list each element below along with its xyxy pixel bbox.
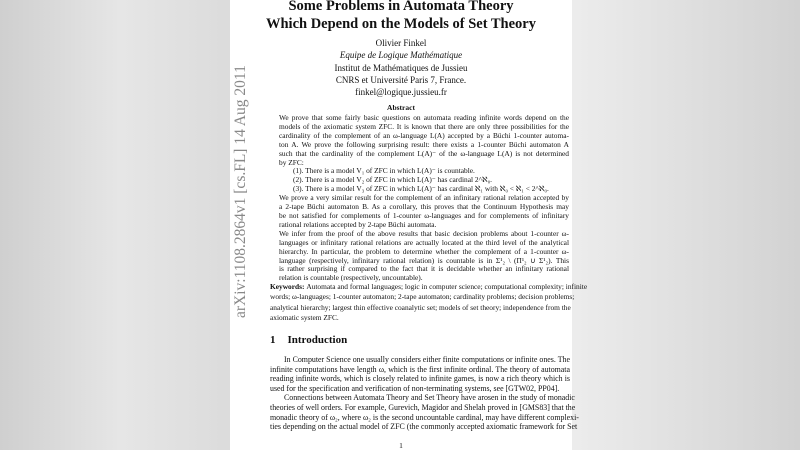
text-line: theories of well orders. For example, Gurevich, Magidor and Shelah proved in [GMS83] that the [270,402,576,412]
text-line: used for the specification and verification of non-terminating systems, see [GTW02, PP04]. [270,383,560,393]
section-number: 1 [270,334,276,346]
author-email: finkel@logique.jussieu.fr [355,87,447,98]
text-line: reading infinite words, which is closely related to infinite games, is now a rich theory which is [270,374,570,384]
arxiv-stamp: arXiv:1108.2864v1 [cs.FL] 14 Aug 2011 [232,65,249,318]
text-line: relation is countable (respectively, uncountable). [279,273,423,283]
text-line: rational relations accepted by 2-tape Büchi automata. [279,219,437,229]
text-line: a 2-tape Büchi automaton B. As a corollary, this proves that the Continuum Hypothesis may [279,202,569,212]
keywords [270,282,588,323]
text-line: (2). There is a model V₂ of ZFC in which L(A)⁻ has cardinal 2^ℵ₀. [293,175,492,185]
text-line: words; ω-languages; 1-counter automaton; 2-tape automaton; cardinality problems; decision problems; [270,292,575,302]
text-line: In Computer Science one usually considers either finite computations or infinite ones. The [284,355,570,364]
section-title: Introduction [287,334,348,346]
section-heading [270,334,347,347]
text-line: models of the axiomatic system ZFC. It is known that there are only three possibilities for the [279,121,569,131]
text-line: We infer from the proof of the above results that basic decision problems about 1-counter ω- [279,228,569,238]
keywords-label: Keywords: [270,282,307,291]
text-line: cardinality of the complement of an ω-language L(A) accepted by a Büchi 1-counter automa- [279,130,569,140]
title-line: Some Problems in Automata Theory [288,0,514,14]
page-number: 1 [399,441,403,450]
paper-page [230,0,588,450]
author-block [230,37,572,98]
text-line: axiomatic system ZFC. [270,312,339,322]
text-line: (3). There is a model V₃ of ZFC in which L(A)⁻ has cardinal ℵ₁ with ℵ₀ < ℵ₁ < 2^ℵ₀. [293,184,549,194]
text-line: monadic theory of ω₂, where ω₂ is the second uncountable cardinal, may have different complexi- [270,412,579,422]
text-line: We prove that some fairly basic questions on automata reading infinite words depend on the [279,113,569,122]
text-line: ties depending on the actual model of ZFC (the commonly accepted axiomatic framework for Set [270,422,578,432]
introduction-body [270,355,579,432]
title-line: Which Depend on the Models of Set Theory [265,16,536,32]
text-line: hierarchy. In particular, the problem to determine whether the complement of a 1-counter ω- [279,246,569,256]
text-line: such that the cardinality of the complement L(A)⁻ of the ω-language L(A) is not determined [279,148,569,158]
text-line: by ZFC: [279,157,304,167]
text-line: analytical hierarchy; largest thin effective coanalytic set; models of set theory; independence from the [270,302,571,312]
abstract-heading: Abstract [387,103,415,112]
text-line: is rather surprising if compared to the fact that it is decidable whether an infinitary rational [279,264,569,274]
text-line: languages or infinitary rational relations are actually located at the third level of the analytical [279,237,569,247]
text-line: infinite computations have length ω, which is the first infinite ordinal. The theory of automata [270,364,570,374]
text-line: (1). There is a model V₁ of ZFC in which L(A)⁻ is countable. [293,166,475,176]
author-org: CNRS et Université Paris 7, France. [335,74,467,85]
text-line: be not satisfied for complements of 1-counter ω-languages and for complements of infinitary [279,210,569,220]
abstract-body [279,114,569,283]
paper-title [230,0,572,33]
author-name: Olivier Finkel [375,38,427,48]
author-group: Equipe de Logique Mathématique [339,50,463,61]
text-line: Connections between Automata Theory and Set Theory have arosen in the study of monadic [284,393,575,403]
text-line: We prove a very similar result for the complement of an infinitary rational relation accepted by [279,193,569,203]
author-institute: Institut de Mathématiques de Jussieu [334,62,468,73]
text-line: language (respectively, infinitary rational relation) is countable is in Σ¹₂ \ (Π¹₂ ∪ Σ¹₂). This [279,255,569,265]
text-line: ton A. We prove the following surprising result: there exists a 1-counter Büchi automaton A [279,139,569,149]
text-line: Keywords: Automata and formal languages; logic in computer science; computational complexity; infinite [270,282,588,291]
